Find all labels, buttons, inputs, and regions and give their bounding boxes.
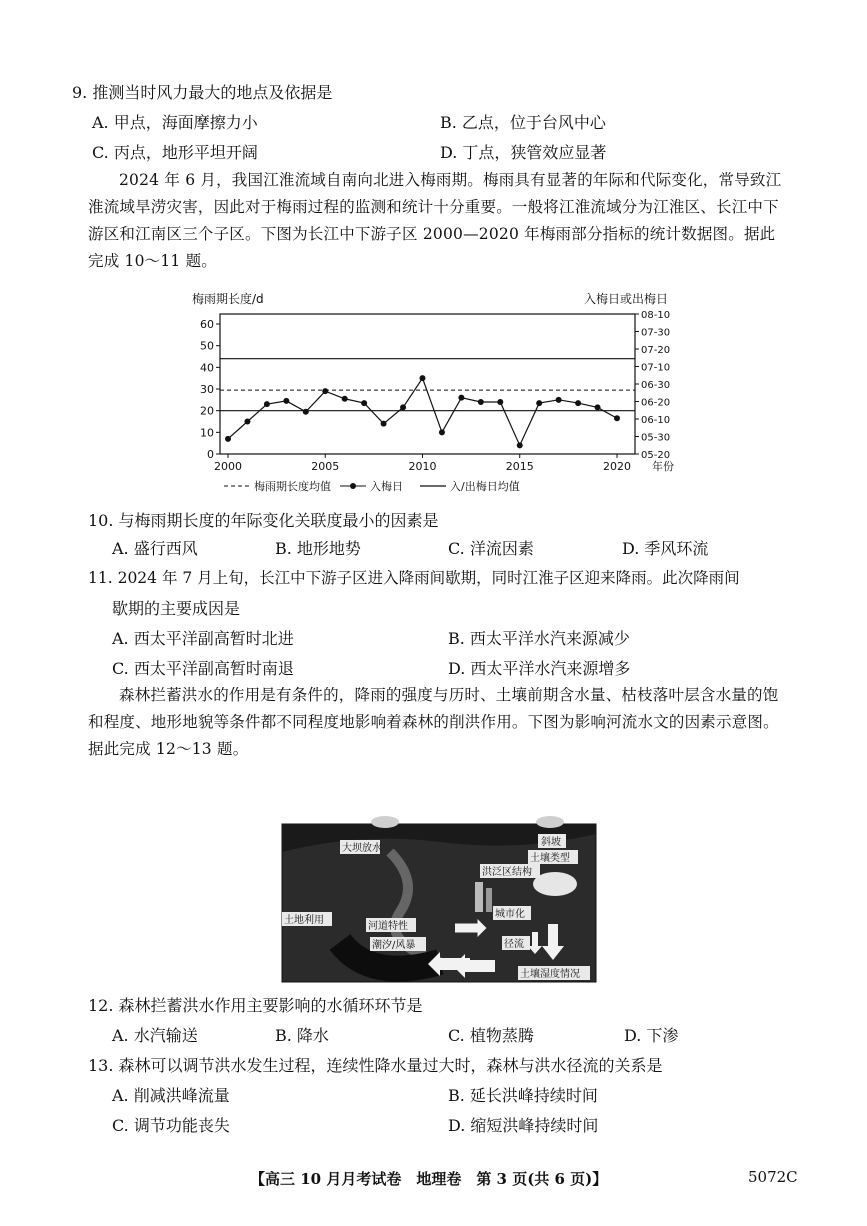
y-right-tick-label: 06-30 xyxy=(641,380,671,391)
y-left-tick-label: 60 xyxy=(200,318,214,331)
diagram-label-land-use: 土地利用 xyxy=(284,915,324,926)
chart-xlabel: 年份 xyxy=(652,460,674,473)
q12-option-a: A. 水汽输送 xyxy=(112,1026,198,1045)
data-point xyxy=(458,395,464,401)
q9-option-d: D. 丁点，狭管效应显著 xyxy=(440,143,607,162)
data-point xyxy=(595,404,601,410)
hydrology-factors-diagram xyxy=(280,812,598,984)
data-point xyxy=(225,436,231,442)
q9-option-b: B. 乙点，位于台风中心 xyxy=(440,113,606,132)
q9-option-c: C. 丙点，地形平坦开阔 xyxy=(92,143,258,162)
chart-ylabel-left: 梅雨期长度/d xyxy=(192,292,264,306)
x-tick-label: 2015 xyxy=(505,460,534,473)
data-point xyxy=(614,415,620,421)
y-right-tick-label: 07-30 xyxy=(641,327,671,339)
y-left-tick-label: 10 xyxy=(200,426,214,440)
diagram-label-slope: 斜坡 xyxy=(541,837,561,848)
y-right-tick-label: 08-10 xyxy=(641,310,671,321)
y-left-tick-label: 0 xyxy=(207,448,214,461)
y-right-tick-label: 05-20 xyxy=(641,450,671,461)
diagram-label-floodplain: 洪泛区结构 xyxy=(482,867,532,878)
y-left-tick-label: 40 xyxy=(200,361,214,375)
q13-option-c: C. 调节功能丧失 xyxy=(112,1116,230,1135)
y-right-tick-label: 06-20 xyxy=(641,397,671,409)
data-point xyxy=(420,375,426,381)
data-point xyxy=(497,399,503,405)
plot-frame xyxy=(220,314,635,454)
q10-option-b: B. 地形地势 xyxy=(275,539,361,558)
q10-option-d: D. 季风环流 xyxy=(622,539,709,558)
data-point xyxy=(244,419,250,425)
data-point xyxy=(264,401,270,407)
legend-series-marker xyxy=(350,483,356,489)
q11-option-a: A. 西太平洋副高暂时北进 xyxy=(112,629,294,648)
chart-legend xyxy=(224,479,520,493)
x-tick-label: 2000 xyxy=(214,460,242,473)
cloud-icon xyxy=(536,816,564,828)
data-point xyxy=(342,396,348,402)
data-point xyxy=(303,409,309,415)
y-right-tick-label: 07-20 xyxy=(641,345,671,356)
q13-option-b: B. 延长洪峰持续时间 xyxy=(448,1086,598,1105)
q11-option-b: B. 西太平洋水汽来源减少 xyxy=(448,629,630,648)
page-footer-code: 5072C xyxy=(748,1168,798,1186)
q11-stem-line1: 11. 2024 年 7 月上旬，长江中下游子区进入降雨间歇期，同时江淮子区迎来降雨。此次降雨间 xyxy=(88,569,740,587)
diagram-label-dam: 大坝放水 xyxy=(342,843,382,854)
q10-stem: 10. 与梅雨期长度的年际变化关联度最小的因素是 xyxy=(88,511,439,530)
passage-meiyu: 2024 年 6 月，我国江淮流域自南向北进入梅雨期。梅雨具有显著的年际和代际变化，常导致江淮流域旱涝灾害，因此对于梅雨过程的监测和统计十分重要。一般将江淮流域分为江淮区、长江中下游区和江南区三个子区。下图为长江中下游子区 2000—2020 年梅雨部分指标的统计数据图。据此完成 10～11 题。 xyxy=(88,171,782,270)
passage-forest: 森林拦蓄洪水的作用是有条件的，降雨的强度与历时、土壤前期含水量、枯枝落叶层含水量的饱和程度、地形地貌等条件都不同程度地影响着森林的削洪作用。下图为影响河流水文的因素示意图。据此完成 12～13 题。 xyxy=(88,686,779,758)
y-right-tick-label: 05-30 xyxy=(641,432,671,444)
legend-mean-date: 入/出梅日均值 xyxy=(450,480,520,493)
diagram-label-tide: 潮汐/风暴 xyxy=(372,940,416,951)
x-tick-label: 2010 xyxy=(408,460,437,473)
data-point xyxy=(361,400,367,406)
y-left-tick-label: 30 xyxy=(200,383,214,396)
q11-stem-line2: 歇期的主要成因是 xyxy=(112,599,241,618)
q9-stem: 9. 推测当时风力最大的地点及依据是 xyxy=(72,83,333,102)
q12-option-b: B. 降水 xyxy=(275,1026,329,1045)
meiyu-chart xyxy=(180,288,680,500)
data-point xyxy=(536,400,542,406)
y-left-tick-label: 20 xyxy=(200,404,214,418)
legend-series: 入梅日 xyxy=(370,480,403,493)
data-point xyxy=(283,398,289,404)
legend-mean-length: 梅雨期长度均值 xyxy=(254,480,331,493)
diagram-label-channel: 河道特性 xyxy=(368,921,408,932)
page-footer-title: 【高三 10 月月考试卷 地理卷 第 3 页(共 6 页)】 xyxy=(250,1170,608,1188)
series-line xyxy=(228,378,617,445)
diagram-label-soil-moisture: 土壤湿度情况 xyxy=(520,969,580,980)
cloud-icon xyxy=(371,816,399,828)
q12-option-c: C. 植物蒸腾 xyxy=(448,1026,534,1045)
data-point xyxy=(478,399,484,405)
data-point xyxy=(517,442,523,448)
q12-stem: 12. 森林拦蓄洪水作用主要影响的水循环环节是 xyxy=(88,996,423,1015)
q12-option-d: D. 下渗 xyxy=(624,1026,679,1045)
diagram-label-runoff: 径流 xyxy=(504,939,524,950)
q10-option-a: A. 盛行西风 xyxy=(112,539,198,558)
chart-ylabel-right: 入梅日或出梅日 xyxy=(583,292,668,306)
x-tick-label: 2020 xyxy=(603,460,631,473)
q9-option-a: A. 甲点，海面摩擦力小 xyxy=(92,113,258,132)
diagram-label-urbanization: 城市化 xyxy=(495,909,525,920)
data-point xyxy=(322,388,328,394)
y-right-tick-label: 06-10 xyxy=(641,415,671,426)
q11-option-d: D. 西太平洋水汽来源增多 xyxy=(448,659,631,678)
q13-option-d: D. 缩短洪峰持续时间 xyxy=(448,1116,599,1135)
x-tick-label: 2005 xyxy=(311,460,340,473)
data-point xyxy=(381,421,387,427)
data-point xyxy=(556,397,562,403)
q13-option-a: A. 削减洪峰流量 xyxy=(112,1086,230,1105)
y-right-tick-label: 07-10 xyxy=(641,362,671,374)
diagram-label-soil-type: 土壤类型 xyxy=(530,853,570,864)
q13-stem: 13. 森林可以调节洪水发生过程，连续性降水量过大时，森林与洪水径流的关系是 xyxy=(88,1056,663,1075)
q10-option-c: C. 洋流因素 xyxy=(448,539,534,558)
data-point xyxy=(575,400,581,406)
q11-option-c: C. 西太平洋副高暂时南退 xyxy=(112,659,294,678)
data-point xyxy=(400,404,406,410)
y-left-tick-label: 50 xyxy=(200,339,214,353)
data-point xyxy=(439,429,445,435)
